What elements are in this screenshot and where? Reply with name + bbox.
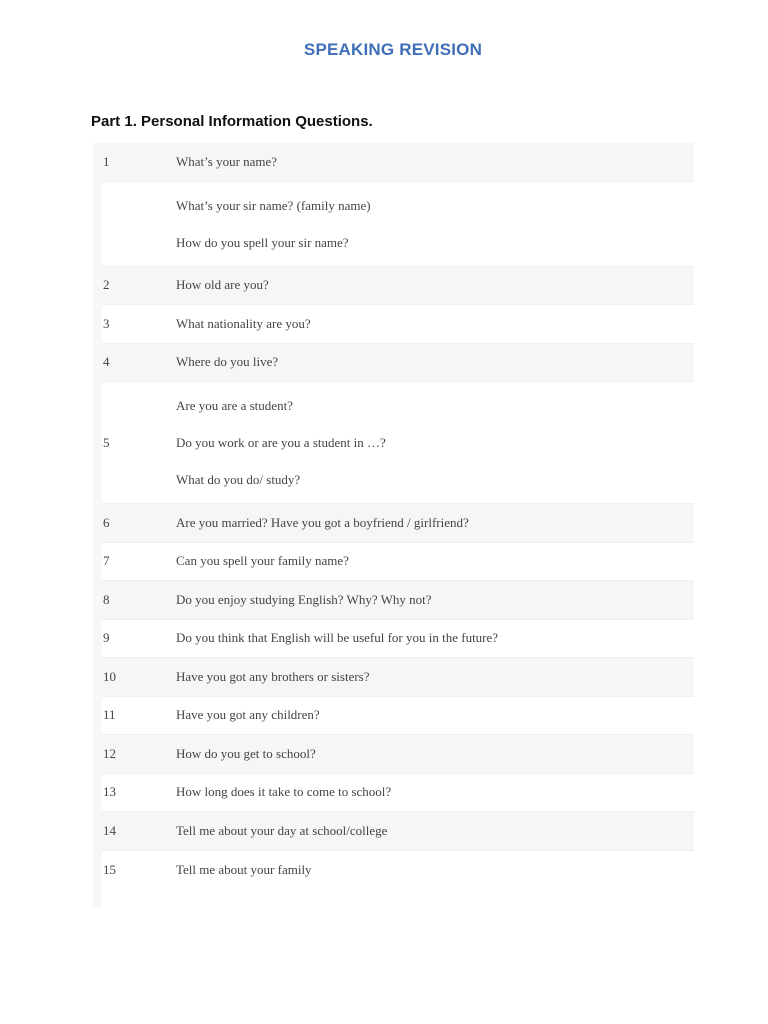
table-row (102, 620, 694, 659)
question-text: Are you are a student? (176, 398, 293, 413)
row-number: 13 (103, 784, 116, 800)
table-row (102, 267, 694, 306)
table-row (102, 697, 694, 736)
question-text: What nationality are you? (176, 315, 311, 331)
table-row (102, 344, 694, 383)
row-number: 8 (103, 591, 110, 607)
table-row (102, 504, 694, 543)
table-row (102, 812, 694, 851)
row-number: 3 (103, 315, 110, 331)
row-number: 12 (103, 745, 116, 761)
questions-table (93, 143, 694, 907)
table-row (102, 382, 694, 504)
question-text: Where do you live? (176, 354, 279, 370)
row-number: 7 (103, 553, 110, 569)
question-text: What’s your sir name? (family name) (176, 197, 371, 213)
table-bottom-spacer (102, 889, 694, 907)
row-number: 1 (103, 153, 110, 169)
question-text: Do you enjoy studying English? Why? Why not? (176, 591, 432, 607)
table-row (102, 543, 694, 582)
question-text: How do you get to school? (176, 745, 316, 761)
question-text: Have you got any children? (176, 707, 320, 723)
question-text: Tell me about your day at school/college (176, 822, 388, 838)
question-text: How do you spell your sir name? (176, 234, 349, 250)
row-number: 4 (103, 354, 110, 370)
question-text: How old are you? (176, 277, 269, 293)
question-text: Do you think that English will be useful for you in the future? (176, 630, 499, 646)
table-row (102, 143, 694, 182)
question-text: What do you do/ study? (176, 472, 301, 487)
table-row (102, 658, 694, 697)
row-number: 6 (103, 514, 110, 530)
table-row (102, 305, 694, 344)
question-text: Tell me about your family (176, 861, 312, 877)
question-text: What’s your name? (176, 153, 278, 169)
table-row (102, 581, 694, 620)
row-number: 14 (103, 822, 116, 838)
row-number: 5 (103, 434, 110, 450)
section-heading: Part 1. Personal Information Questions. (91, 113, 373, 130)
table-row (102, 851, 694, 890)
table-row (102, 735, 694, 774)
question-text: Can you spell your family name? (176, 553, 349, 569)
question-text: Have you got any brothers or sisters? (176, 668, 370, 684)
row-number: 9 (103, 630, 110, 646)
row-number: 10 (103, 668, 116, 684)
question-text: Do you work or are you a student in …? (176, 435, 386, 450)
question-text: Are you married? Have you got a boyfriend / girlfriend? (176, 514, 469, 530)
question-text: How long does it take to come to school? (176, 784, 392, 800)
page-title: SPEAKING REVISION (303, 40, 483, 59)
row-number: 15 (103, 861, 116, 877)
table-row (102, 774, 694, 813)
row-number: 2 (103, 277, 110, 293)
row-number: 11 (103, 707, 116, 723)
table-row (102, 182, 694, 267)
